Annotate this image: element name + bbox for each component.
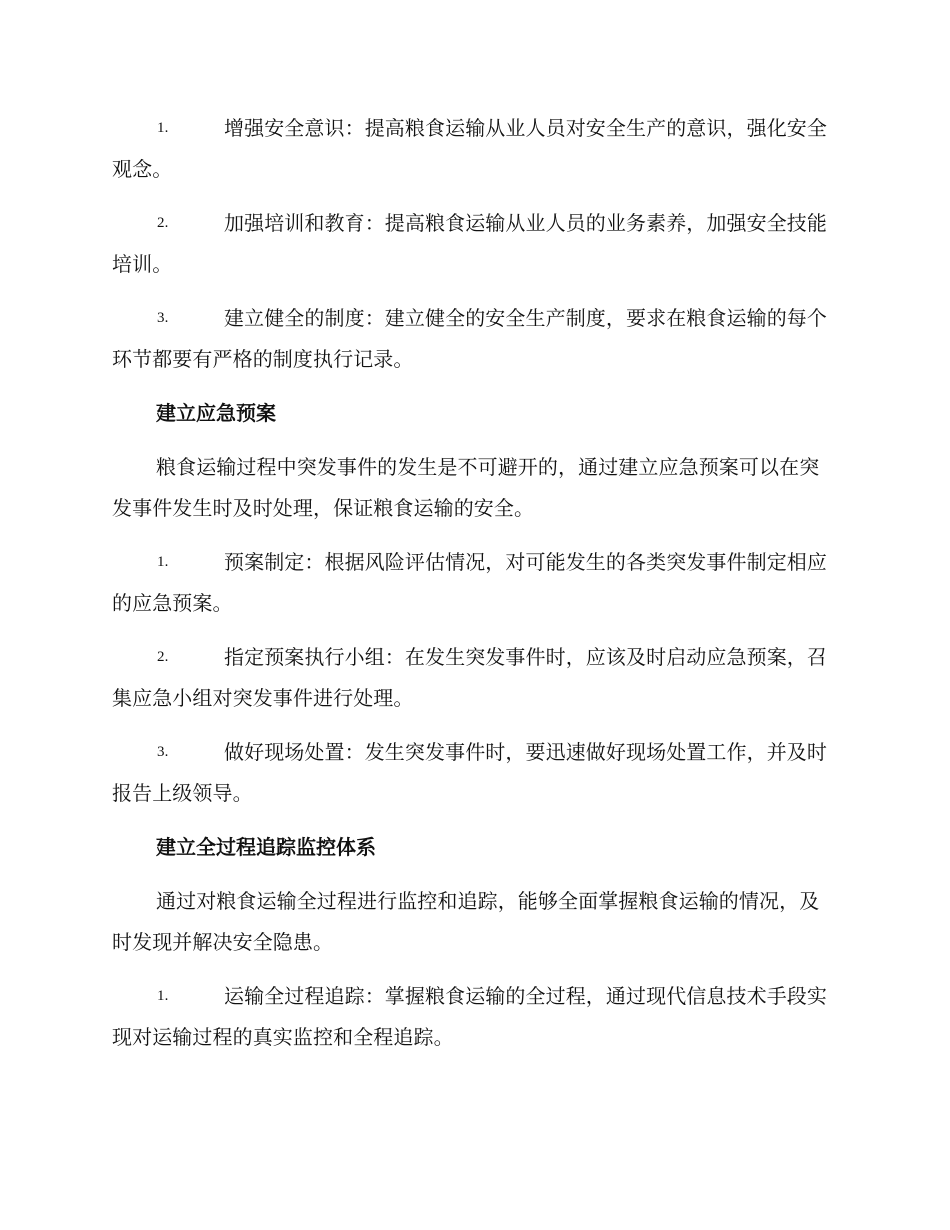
list-number: 3. <box>157 310 169 326</box>
list-item <box>112 203 834 285</box>
list-item <box>112 637 834 719</box>
section-heading-emergency-plan: 建立应急预案 <box>156 401 276 425</box>
list-item <box>112 976 834 1058</box>
list-item <box>112 108 834 190</box>
list-number: 1. <box>157 988 169 1004</box>
section-intro-paragraph: 通过对粮食运输全过程进行监控和追踪，能够全面掌握粮食运输的情况，及时发现并解决安全隐患。 <box>112 889 820 954</box>
list-item-text: 指定预案执行小组：在发生突发事件时，应该及时启动应急预案，召集应急小组对突发事件进行处理。 <box>112 645 827 710</box>
list-item-text: 预案制定：根据风险评估情况，对可能发生的各类突发事件制定相应的应急预案。 <box>112 550 827 615</box>
section-intro-paragraph: 粮食运输过程中突发事件的发生是不可避开的，通过建立应急预案可以在突发事件发生时及时处理，保证粮食运输的安全。 <box>112 455 820 520</box>
list-item-text: 建立健全的制度：建立健全的安全生产制度，要求在粮食运输的每个环节都要有严格的制度执行记录。 <box>112 306 827 371</box>
list-number: 1. <box>157 554 169 570</box>
list-number: 3. <box>157 744 169 760</box>
list-item-text: 加强培训和教育：提高粮食运输从业人员的业务素养，加强安全技能培训。 <box>112 211 827 276</box>
list-number: 2. <box>157 649 169 665</box>
list-item <box>112 298 834 380</box>
document-content <box>112 108 834 1071</box>
list-item-text: 增强安全意识：提高粮食运输从业人员对安全生产的意识，强化安全观念。 <box>112 116 827 181</box>
list-item-text: 做好现场处置：发生突发事件时，要迅速做好现场处置工作，并及时报告上级领导。 <box>112 740 827 805</box>
list-number: 1. <box>157 120 169 136</box>
list-item <box>112 542 834 624</box>
list-item <box>112 732 834 814</box>
list-item-text: 运输全过程追踪：掌握粮食运输的全过程，通过现代信息技术手段实现对运输过程的真实监控和全程追踪。 <box>112 984 827 1049</box>
section-heading-tracking-system: 建立全过程追踪监控体系 <box>156 835 376 859</box>
list-number: 2. <box>157 215 169 231</box>
